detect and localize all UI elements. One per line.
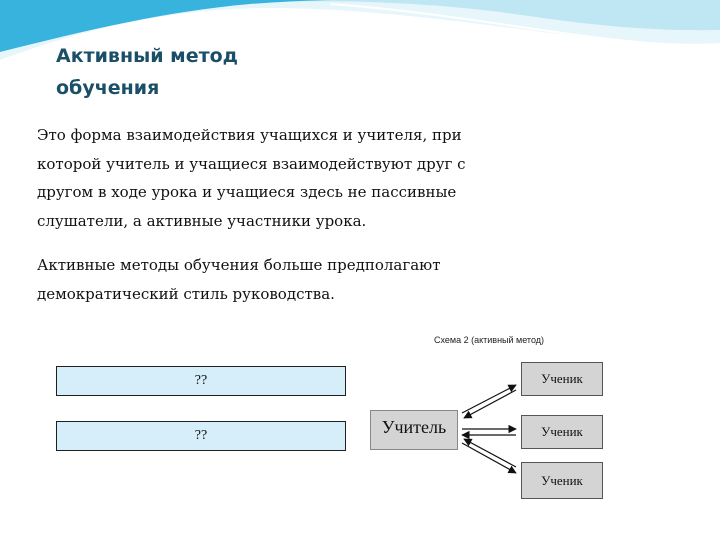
arrow-to-student-3 [462,443,516,473]
slide-title [56,40,356,104]
paragraph-line: демократический стиль руководства. [37,284,335,303]
student-box-2: Ученик [521,415,603,449]
paragraph-line: слушатели, а активные участники урока. [37,211,367,230]
arrow-to-student-1 [462,385,516,413]
placeholder-box-2: ?? [56,421,346,451]
slide-title-line-1: Активный метод [56,45,239,67]
paragraph-line: Активные методы обучения больше предполагают [37,256,441,274]
arrow-from-student-3 [464,439,516,467]
paragraph-line: Это форма взаимодействия учащихся и учителя, при [37,126,462,144]
definition-paragraph [37,121,507,235]
paragraph-line: другом в ходе урока и учащиеся здесь не пассивные [37,183,457,201]
student-box-3: Ученик [521,462,603,499]
paragraph-line: которой учитель и учащиеся взаимодействуют друг с [37,154,466,173]
placeholder-box-1: ?? [56,366,346,396]
student-box-1: Ученик [521,362,603,396]
slide-title-line-2: обучения [56,77,160,99]
scheme-caption: Схема 2 (активный метод) [434,335,545,345]
teacher-box: Учитель [370,410,458,450]
style-paragraph [37,251,507,308]
arrow-from-student-1 [464,390,516,418]
